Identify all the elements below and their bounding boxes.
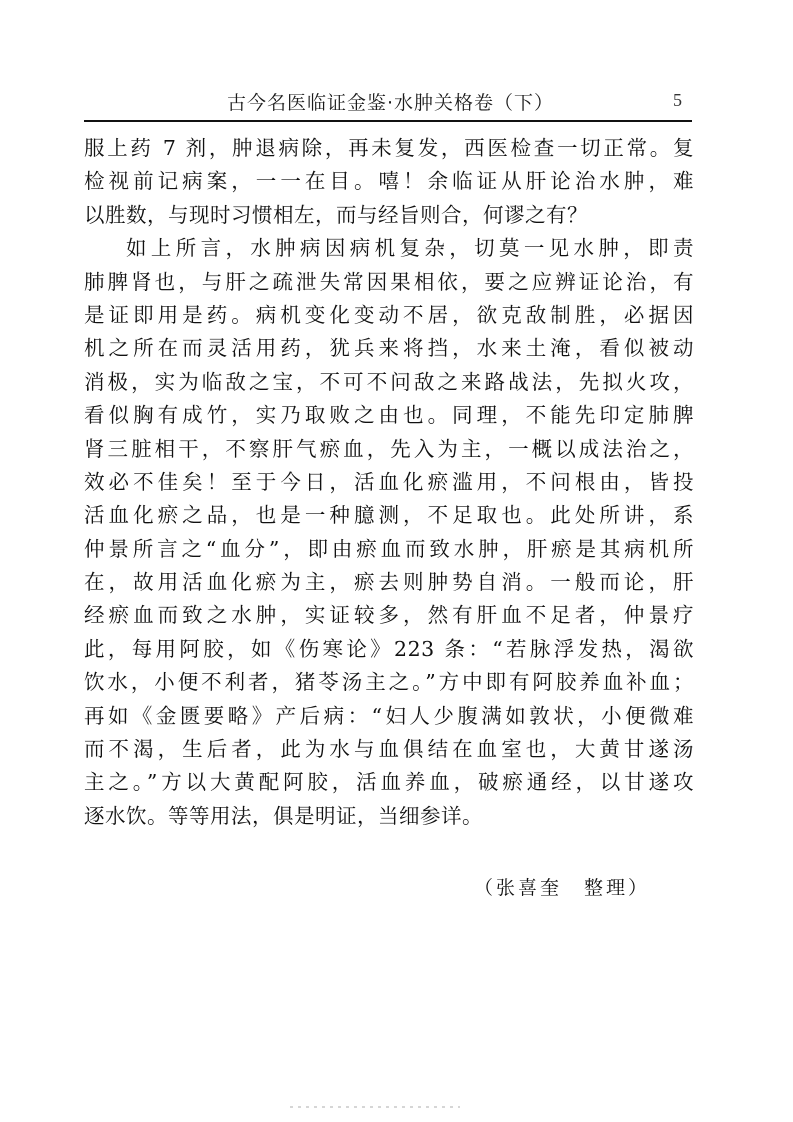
text-line: 经瘀血而致之水肿，实证较多，然有肝血不足者，仲景疗 xyxy=(84,603,694,628)
text-line: 是证即用是药。病机变化变动不居，欲克敌制胜，必据因 xyxy=(84,302,694,327)
text-line: 服上药 7 剂，肿退病除，再未复发，西医检查一切正常。复 xyxy=(84,136,694,160)
text-line: 效必不佳矣！至于今日，活血化瘀滥用，不问根由，皆投 xyxy=(84,469,694,494)
text-line: 看似胸有成竹，实乃取败之由也。同理，不能先印定肺脾 xyxy=(84,403,694,428)
editor-signature: （张喜奎 整理） xyxy=(474,877,651,899)
text-line: 以胜数，与现时习惯相左，而与经旨则合，何谬之有？ xyxy=(84,202,588,227)
main-text xyxy=(84,132,694,833)
text-line: 在，故用活血化瘀为主，瘀去则肿势自消。一般而论，肝 xyxy=(84,570,694,595)
text-line: 机之所在而灵活用药，犹兵来将挡，水来土淹，看似被动 xyxy=(84,336,694,361)
text-line: 再如《金匮要略》产后病：“妇人少腹满如敦状，小便微难 xyxy=(84,703,694,728)
page-number: 5 xyxy=(673,90,682,110)
text-line: 此，每用阿胶，如《伤寒论》223 条：“若脉浮发热，渴欲 xyxy=(84,636,694,661)
book-title: 古今名医临证金鉴·水肿关格卷（下） xyxy=(227,92,555,114)
header-divider xyxy=(84,120,692,122)
text-line: 饮水，小便不利者，猪苓汤主之。”方中即有阿胶养血补血； xyxy=(84,670,694,695)
running-header xyxy=(84,86,684,116)
scan-artifact xyxy=(290,1106,460,1108)
text-line: 消极，实为临敌之宝，不可不问敌之来路战法，先拟火攻， xyxy=(84,369,694,394)
text-line: 肺脾肾也，与肝之疏泄失常因果相依，要之应辨证论治，有 xyxy=(84,269,694,294)
paragraph-start-line: 如上所言，水肿病因病机复杂，切莫一见水肿，即责 xyxy=(126,236,694,261)
text-line: 而不渴，生后者，此为水与血俱结在血室也，大黄甘遂汤 xyxy=(84,737,694,762)
text-line: 主之。”方以大黄配阿胶，活血养血，破瘀通经，以甘遂攻 xyxy=(84,770,694,795)
text-line: 检视前记病案，一一在目。嘻！余临证从肝论治水肿，难 xyxy=(84,169,694,194)
text-line: 活血化瘀之品，也是一种臆测，不足取也。此处所讲，系 xyxy=(84,503,694,528)
text-line: 逐水饮。等等用法，俱是明证，当细参详。 xyxy=(84,803,483,828)
text-line: 仲景所言之“血分”，即由瘀血而致水肿，肝瘀是其病机所 xyxy=(84,536,694,561)
text-line: 肾三脏相干，不察肝气瘀血，先入为主，一概以成法治之， xyxy=(84,436,694,461)
